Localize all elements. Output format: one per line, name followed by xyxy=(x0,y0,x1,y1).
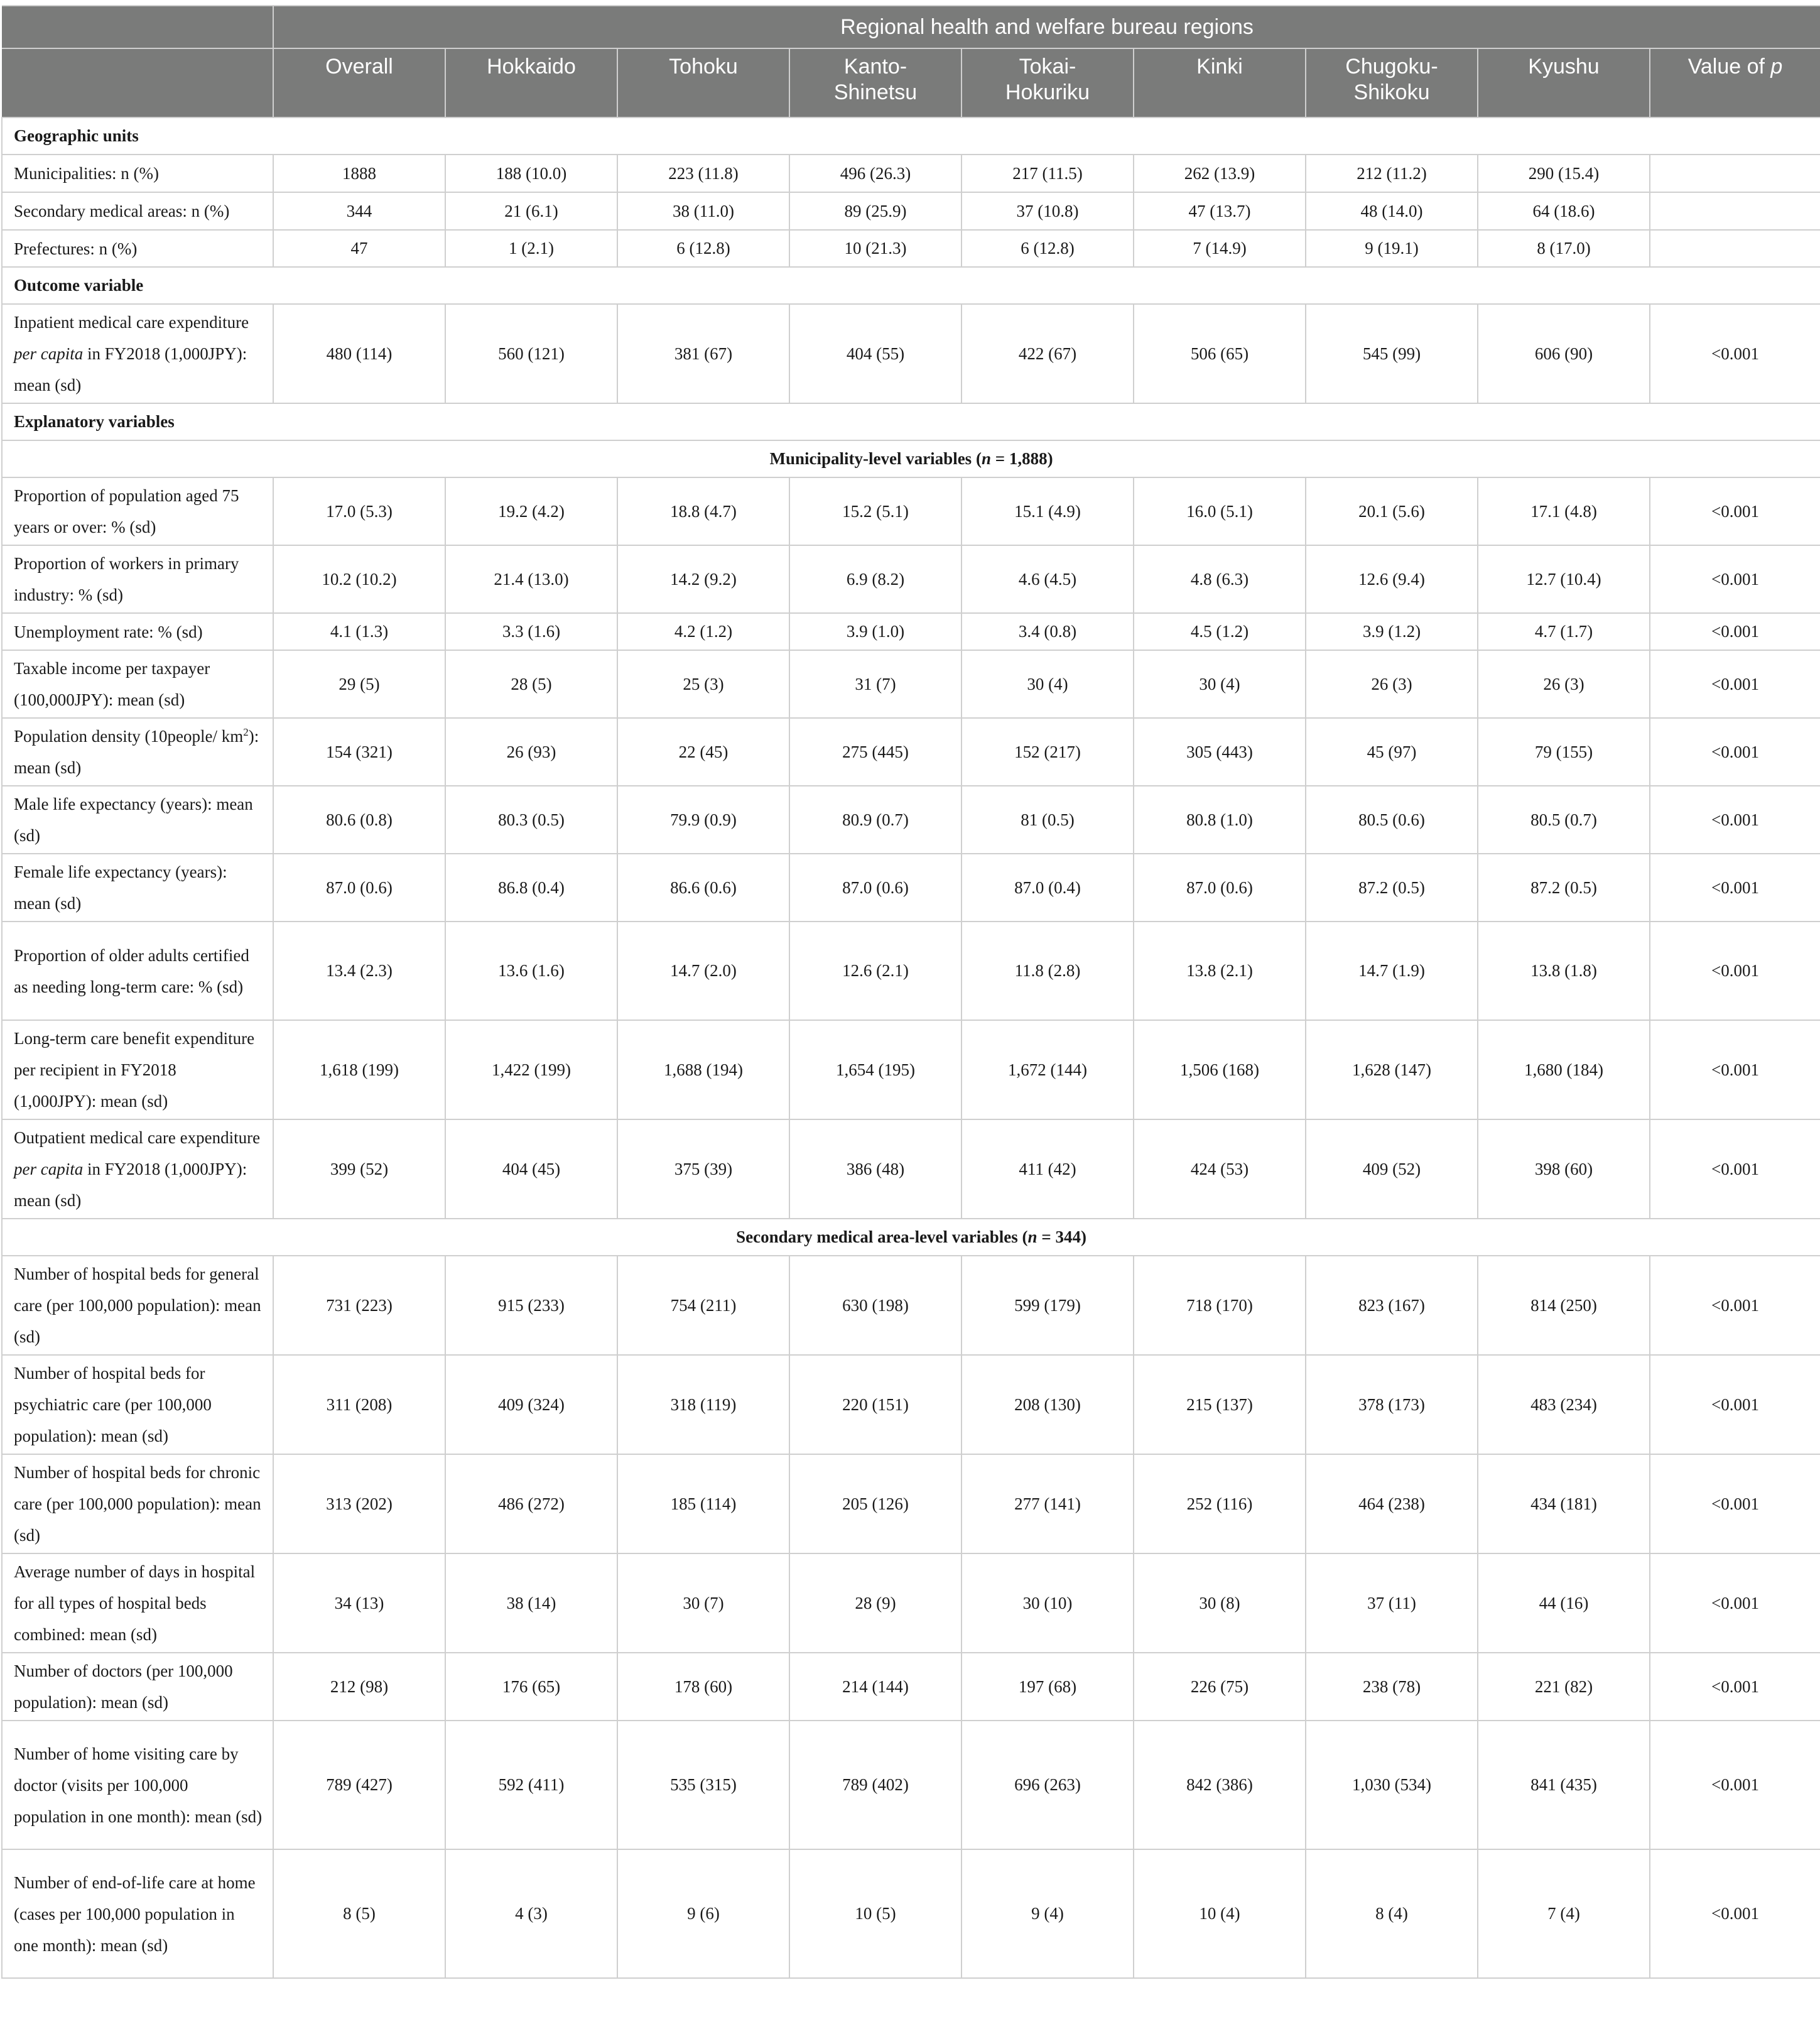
row-label: Average number of days in hospital for all types of hospital beds combined: mean (sd) xyxy=(2,1553,273,1653)
value-cell: 718 (170) xyxy=(1134,1256,1306,1355)
value-cell: 386 (48) xyxy=(789,1119,961,1219)
p-symbol: p xyxy=(1770,55,1783,79)
value-cell: 252 (116) xyxy=(1134,1454,1306,1553)
value-cell: 26 (3) xyxy=(1478,650,1650,718)
value-cell: 1,654 (195) xyxy=(789,1020,961,1119)
table-row xyxy=(2,786,1820,854)
header-blank xyxy=(2,6,273,48)
p-value-cell: <0.001 xyxy=(1650,304,1820,403)
value-cell: 480 (114) xyxy=(273,304,445,403)
value-cell: 560 (121) xyxy=(445,304,617,403)
value-cell: 217 (11.5) xyxy=(961,155,1134,192)
row-label xyxy=(2,1119,273,1219)
value-cell: 1,688 (194) xyxy=(617,1020,789,1119)
value-cell: 7 (14.9) xyxy=(1134,230,1306,267)
value-cell: 9 (4) xyxy=(961,1849,1134,1978)
value-cell: 15.1 (4.9) xyxy=(961,477,1134,545)
value-cell: 15.2 (5.1) xyxy=(789,477,961,545)
value-cell: 48 (14.0) xyxy=(1306,192,1478,230)
value-cell: 409 (324) xyxy=(445,1355,617,1454)
value-cell: 606 (90) xyxy=(1478,304,1650,403)
row-label xyxy=(2,304,273,403)
value-cell: 318 (119) xyxy=(617,1355,789,1454)
value-cell: 17.1 (4.8) xyxy=(1478,477,1650,545)
table-row xyxy=(2,854,1820,922)
value-cell: 21.4 (13.0) xyxy=(445,545,617,613)
value-cell: 10.2 (10.2) xyxy=(273,545,445,613)
value-cell: 44 (16) xyxy=(1478,1553,1650,1653)
table-row xyxy=(2,1653,1820,1721)
value-cell: 262 (13.9) xyxy=(1134,155,1306,192)
value-cell: 311 (208) xyxy=(273,1355,445,1454)
row-label: Number of doctors (per 100,000 population): mean (sd) xyxy=(2,1653,273,1721)
value-cell: 208 (130) xyxy=(961,1355,1134,1454)
table-row xyxy=(2,1721,1820,1849)
subsection-n-symbol: n xyxy=(1027,1227,1037,1246)
value-cell: 21 (6.1) xyxy=(445,192,617,230)
table-row xyxy=(2,1256,1820,1355)
value-cell: 6 (12.8) xyxy=(617,230,789,267)
value-cell: 630 (198) xyxy=(789,1256,961,1355)
row-label: Proportion of older adults certified as needing long-term care: % (sd) xyxy=(2,922,273,1020)
value-cell: 188 (10.0) xyxy=(445,155,617,192)
value-cell: 4 (3) xyxy=(445,1849,617,1978)
value-cell: 1,628 (147) xyxy=(1306,1020,1478,1119)
row-label: Proportion of population aged 75 years or over: % (sd) xyxy=(2,477,273,545)
value-cell: 13.4 (2.3) xyxy=(273,922,445,1020)
value-cell: 221 (82) xyxy=(1478,1653,1650,1721)
row-label: Taxable income per taxpayer (100,000JPY): mean (sd) xyxy=(2,650,273,718)
section-row xyxy=(2,117,1820,155)
column-header: Overall xyxy=(273,48,445,117)
p-value-cell: <0.001 xyxy=(1650,1721,1820,1849)
value-cell: 4.7 (1.7) xyxy=(1478,613,1650,650)
value-cell: 30 (10) xyxy=(961,1553,1134,1653)
value-cell: 8 (5) xyxy=(273,1849,445,1978)
value-cell: 20.1 (5.6) xyxy=(1306,477,1478,545)
value-cell: 212 (98) xyxy=(273,1653,445,1721)
value-cell: 14.7 (2.0) xyxy=(617,922,789,1020)
value-cell: 789 (402) xyxy=(789,1721,961,1849)
value-cell: 464 (238) xyxy=(1306,1454,1478,1553)
value-cell: 86.6 (0.6) xyxy=(617,854,789,922)
value-cell: 1,506 (168) xyxy=(1134,1020,1306,1119)
section-row xyxy=(2,267,1820,304)
value-cell: 378 (173) xyxy=(1306,1355,1478,1454)
table-row xyxy=(2,922,1820,1020)
row-label: Unemployment rate: % (sd) xyxy=(2,613,273,650)
column-header: Kinki xyxy=(1134,48,1306,117)
value-cell: 496 (26.3) xyxy=(789,155,961,192)
value-cell: 6.9 (8.2) xyxy=(789,545,961,613)
value-cell: 154 (321) xyxy=(273,718,445,786)
value-cell: 1888 xyxy=(273,155,445,192)
value-cell: 3.3 (1.6) xyxy=(445,613,617,650)
value-cell: 38 (11.0) xyxy=(617,192,789,230)
subsection-title xyxy=(2,1219,1820,1256)
value-cell: 277 (141) xyxy=(961,1454,1134,1553)
value-cell: 47 xyxy=(273,230,445,267)
value-cell: 30 (4) xyxy=(961,650,1134,718)
p-value-cell: <0.001 xyxy=(1650,854,1820,922)
row-label xyxy=(2,718,273,786)
table-row xyxy=(2,1553,1820,1653)
value-cell: 4.6 (4.5) xyxy=(961,545,1134,613)
value-cell: 13.8 (2.1) xyxy=(1134,922,1306,1020)
value-cell: 81 (0.5) xyxy=(961,786,1134,854)
section-title: Explanatory variables xyxy=(2,403,1820,440)
row-label: Municipalities: n (%) xyxy=(2,155,273,192)
value-cell: 18.8 (4.7) xyxy=(617,477,789,545)
value-cell: 223 (11.8) xyxy=(617,155,789,192)
value-cell: 80.6 (0.8) xyxy=(273,786,445,854)
value-cell: 13.8 (1.8) xyxy=(1478,922,1650,1020)
column-header: Tokai- Hokuriku xyxy=(961,48,1134,117)
column-header: Tohoku xyxy=(617,48,789,117)
value-cell: 80.5 (0.7) xyxy=(1478,786,1650,854)
value-cell: 409 (52) xyxy=(1306,1119,1478,1219)
value-cell: 11.8 (2.8) xyxy=(961,922,1134,1020)
value-cell: 185 (114) xyxy=(617,1454,789,1553)
value-cell: 915 (233) xyxy=(445,1256,617,1355)
value-cell: 399 (52) xyxy=(273,1119,445,1219)
p-value-cell: <0.001 xyxy=(1650,1653,1820,1721)
value-cell: 214 (144) xyxy=(789,1653,961,1721)
subsection-row xyxy=(2,1219,1820,1256)
regional-variables-table xyxy=(1,5,1820,1979)
value-cell: 3.9 (1.2) xyxy=(1306,613,1478,650)
value-cell: 89 (25.9) xyxy=(789,192,961,230)
value-cell: 275 (445) xyxy=(789,718,961,786)
value-cell: 12.6 (9.4) xyxy=(1306,545,1478,613)
value-cell: 26 (93) xyxy=(445,718,617,786)
table-row xyxy=(2,1020,1820,1119)
value-cell: 212 (11.2) xyxy=(1306,155,1478,192)
value-cell: 789 (427) xyxy=(273,1721,445,1849)
row-label-superscript: 2 xyxy=(243,726,249,738)
row-label: Number of hospital beds for chronic care (per 100,000 population): mean (sd) xyxy=(2,1454,273,1553)
value-cell: 197 (68) xyxy=(961,1653,1134,1721)
value-cell: 79 (155) xyxy=(1478,718,1650,786)
value-cell: 4.1 (1.3) xyxy=(273,613,445,650)
value-cell: 535 (315) xyxy=(617,1721,789,1849)
value-cell: 10 (21.3) xyxy=(789,230,961,267)
value-cell: 34 (13) xyxy=(273,1553,445,1653)
value-cell: 17.0 (5.3) xyxy=(273,477,445,545)
p-value-cell: <0.001 xyxy=(1650,545,1820,613)
value-cell: 38 (14) xyxy=(445,1553,617,1653)
value-cell: 731 (223) xyxy=(273,1256,445,1355)
value-cell: 3.9 (1.0) xyxy=(789,613,961,650)
p-value-cell: <0.001 xyxy=(1650,1256,1820,1355)
table-row xyxy=(2,650,1820,718)
value-cell: 486 (272) xyxy=(445,1454,617,1553)
value-cell: 12.7 (10.4) xyxy=(1478,545,1650,613)
value-cell: 9 (19.1) xyxy=(1306,230,1478,267)
value-cell: 1,672 (144) xyxy=(961,1020,1134,1119)
value-cell: 483 (234) xyxy=(1478,1355,1650,1454)
row-label: Long-term care benefit expenditure per recipient in FY2018 (1,000JPY): mean (sd) xyxy=(2,1020,273,1119)
row-label: Number of end-of-life care at home (cases per 100,000 population in one month): mean (sd) xyxy=(2,1849,273,1978)
subsection-title-text: Municipality-level variables ( xyxy=(769,449,982,468)
value-cell: 220 (151) xyxy=(789,1355,961,1454)
value-cell: 30 (8) xyxy=(1134,1553,1306,1653)
value-cell: 3.4 (0.8) xyxy=(961,613,1134,650)
value-cell: 10 (5) xyxy=(789,1849,961,1978)
table-row xyxy=(2,155,1820,192)
value-cell: 37 (10.8) xyxy=(961,192,1134,230)
value-cell: 80.8 (1.0) xyxy=(1134,786,1306,854)
value-cell: 313 (202) xyxy=(273,1454,445,1553)
value-cell: 8 (4) xyxy=(1306,1849,1478,1978)
value-cell: 14.2 (9.2) xyxy=(617,545,789,613)
p-value-cell: <0.001 xyxy=(1650,1020,1820,1119)
value-cell: 19.2 (4.2) xyxy=(445,477,617,545)
table-row xyxy=(2,1849,1820,1978)
table-row xyxy=(2,304,1820,403)
p-value-cell: <0.001 xyxy=(1650,1849,1820,1978)
table-row xyxy=(2,477,1820,545)
value-cell: 545 (99) xyxy=(1306,304,1478,403)
row-label: Prefectures: n (%) xyxy=(2,230,273,267)
value-cell: 422 (67) xyxy=(961,304,1134,403)
p-value-cell: <0.001 xyxy=(1650,718,1820,786)
value-cell: 9 (6) xyxy=(617,1849,789,1978)
value-cell: 375 (39) xyxy=(617,1119,789,1219)
value-cell: 86.8 (0.4) xyxy=(445,854,617,922)
table-row xyxy=(2,1119,1820,1219)
p-value-cell: <0.001 xyxy=(1650,477,1820,545)
table-row xyxy=(2,192,1820,230)
table-row xyxy=(2,545,1820,613)
p-value-cell: <0.001 xyxy=(1650,650,1820,718)
row-label: Number of hospital beds for psychiatric care (per 100,000 population): mean (sd) xyxy=(2,1355,273,1454)
row-label: Male life expectancy (years): mean (sd) xyxy=(2,786,273,854)
p-value-cell: <0.001 xyxy=(1650,1119,1820,1219)
value-cell: 87.0 (0.4) xyxy=(961,854,1134,922)
column-header: Hokkaido xyxy=(445,48,617,117)
value-cell: 1,618 (199) xyxy=(273,1020,445,1119)
value-cell: 842 (386) xyxy=(1134,1721,1306,1849)
p-value-cell xyxy=(1650,155,1820,192)
row-label: Number of home visiting care by doctor (visits per 100,000 population in one month): mean (sd) xyxy=(2,1721,273,1849)
row-label-part: in FY2018 (1,000JPY): mean (sd) xyxy=(14,1160,247,1210)
value-cell: 10 (4) xyxy=(1134,1849,1306,1978)
value-cell: 215 (137) xyxy=(1134,1355,1306,1454)
value-cell: 79.9 (0.9) xyxy=(617,786,789,854)
value-cell: 64 (18.6) xyxy=(1478,192,1650,230)
value-cell: 12.6 (2.1) xyxy=(789,922,961,1020)
value-cell: 80.5 (0.6) xyxy=(1306,786,1478,854)
value-cell: 28 (5) xyxy=(445,650,617,718)
subsection-n-symbol: n xyxy=(981,449,991,468)
value-cell: 45 (97) xyxy=(1306,718,1478,786)
value-cell: 398 (60) xyxy=(1478,1119,1650,1219)
value-cell: 592 (411) xyxy=(445,1721,617,1849)
column-header: Value of p xyxy=(1650,48,1820,117)
value-cell: 176 (65) xyxy=(445,1653,617,1721)
section-row xyxy=(2,403,1820,440)
value-cell: 14.7 (1.9) xyxy=(1306,922,1478,1020)
value-cell: 411 (42) xyxy=(961,1119,1134,1219)
row-label-part: Population density (10people/ km xyxy=(14,727,244,746)
value-cell: 841 (435) xyxy=(1478,1721,1650,1849)
value-cell: 4.8 (6.3) xyxy=(1134,545,1306,613)
row-label: Proportion of workers in primary industry: % (sd) xyxy=(2,545,273,613)
value-cell: 238 (78) xyxy=(1306,1653,1478,1721)
value-cell: 381 (67) xyxy=(617,304,789,403)
column-header: Kanto- Shinetsu xyxy=(789,48,961,117)
value-cell: 26 (3) xyxy=(1306,650,1478,718)
row-label-part: Inpatient medical care expenditure xyxy=(14,313,249,332)
row-label-part: in FY2018 (1,000JPY): mean (sd) xyxy=(14,344,247,394)
value-cell: 599 (179) xyxy=(961,1256,1134,1355)
value-cell: 178 (60) xyxy=(617,1653,789,1721)
value-cell: 344 xyxy=(273,192,445,230)
value-cell: 506 (65) xyxy=(1134,304,1306,403)
value-cell: 31 (7) xyxy=(789,650,961,718)
value-cell: 7 (4) xyxy=(1478,1849,1650,1978)
subsection-title xyxy=(2,440,1820,477)
value-cell: 1,422 (199) xyxy=(445,1020,617,1119)
value-cell: 226 (75) xyxy=(1134,1653,1306,1721)
value-cell: 80.9 (0.7) xyxy=(789,786,961,854)
p-value-cell: <0.001 xyxy=(1650,613,1820,650)
p-value-cell: <0.001 xyxy=(1650,1454,1820,1553)
subsection-n-value: = 344) xyxy=(1037,1227,1086,1246)
value-cell: 28 (9) xyxy=(789,1553,961,1653)
section-title: Outcome variable xyxy=(2,267,1820,304)
value-cell: 1,030 (534) xyxy=(1306,1721,1478,1849)
p-value-cell xyxy=(1650,192,1820,230)
spanning-header: Regional health and welfare bureau regions xyxy=(273,6,1820,48)
subsection-row xyxy=(2,440,1820,477)
row-label: Number of hospital beds for general care (per 100,000 population): mean (sd) xyxy=(2,1256,273,1355)
table-row xyxy=(2,718,1820,786)
value-cell: 87.0 (0.6) xyxy=(1134,854,1306,922)
value-cell: 30 (7) xyxy=(617,1553,789,1653)
p-value-cell: <0.001 xyxy=(1650,922,1820,1020)
value-cell: 87.0 (0.6) xyxy=(789,854,961,922)
p-value-cell xyxy=(1650,230,1820,267)
p-value-cell: <0.001 xyxy=(1650,786,1820,854)
value-cell: 1 (2.1) xyxy=(445,230,617,267)
value-cell: 404 (45) xyxy=(445,1119,617,1219)
value-cell: 4.5 (1.2) xyxy=(1134,613,1306,650)
value-cell: 696 (263) xyxy=(961,1721,1134,1849)
value-cell: 404 (55) xyxy=(789,304,961,403)
p-value-cell: <0.001 xyxy=(1650,1355,1820,1454)
value-cell: 754 (211) xyxy=(617,1256,789,1355)
value-cell: 152 (217) xyxy=(961,718,1134,786)
value-cell: 290 (15.4) xyxy=(1478,155,1650,192)
value-cell: 47 (13.7) xyxy=(1134,192,1306,230)
subsection-title-text: Secondary medical area-level variables ( xyxy=(736,1227,1028,1246)
value-cell: 205 (126) xyxy=(789,1454,961,1553)
value-cell: 16.0 (5.1) xyxy=(1134,477,1306,545)
table-row xyxy=(2,230,1820,267)
row-label-emphasis: per capita xyxy=(14,1160,84,1178)
header-row-top xyxy=(2,6,1820,48)
row-label-emphasis: per capita xyxy=(14,344,84,363)
value-cell: 87.2 (0.5) xyxy=(1306,854,1478,922)
table-row xyxy=(2,1355,1820,1454)
value-cell: 25 (3) xyxy=(617,650,789,718)
value-cell: 305 (443) xyxy=(1134,718,1306,786)
value-cell: 424 (53) xyxy=(1134,1119,1306,1219)
value-cell: 29 (5) xyxy=(273,650,445,718)
value-cell: 8 (17.0) xyxy=(1478,230,1650,267)
value-cell: 814 (250) xyxy=(1478,1256,1650,1355)
value-cell: 4.2 (1.2) xyxy=(617,613,789,650)
value-cell: 13.6 (1.6) xyxy=(445,922,617,1020)
value-cell: 30 (4) xyxy=(1134,650,1306,718)
row-label: Secondary medical areas: n (%) xyxy=(2,192,273,230)
column-header: Kyushu xyxy=(1478,48,1650,117)
value-cell: 87.2 (0.5) xyxy=(1478,854,1650,922)
row-label-part: Outpatient medical care expenditure xyxy=(14,1128,261,1147)
value-cell: 1,680 (184) xyxy=(1478,1020,1650,1119)
value-cell: 87.0 (0.6) xyxy=(273,854,445,922)
p-value-cell: <0.001 xyxy=(1650,1553,1820,1653)
value-cell: 37 (11) xyxy=(1306,1553,1478,1653)
value-cell: 80.3 (0.5) xyxy=(445,786,617,854)
row-label: Female life expectancy (years): mean (sd) xyxy=(2,854,273,922)
value-cell: 823 (167) xyxy=(1306,1256,1478,1355)
subsection-n-value: = 1,888) xyxy=(990,449,1053,468)
column-header-row xyxy=(2,48,1820,117)
table-row xyxy=(2,1454,1820,1553)
table-row xyxy=(2,613,1820,650)
row-label-part: ): mean (sd) xyxy=(14,727,259,777)
column-header: Chugoku- Shikoku xyxy=(1306,48,1478,117)
value-cell: 22 (45) xyxy=(617,718,789,786)
value-cell: 6 (12.8) xyxy=(961,230,1134,267)
section-title: Geographic units xyxy=(2,117,1820,155)
column-header-blank xyxy=(2,48,273,117)
value-cell: 434 (181) xyxy=(1478,1454,1650,1553)
